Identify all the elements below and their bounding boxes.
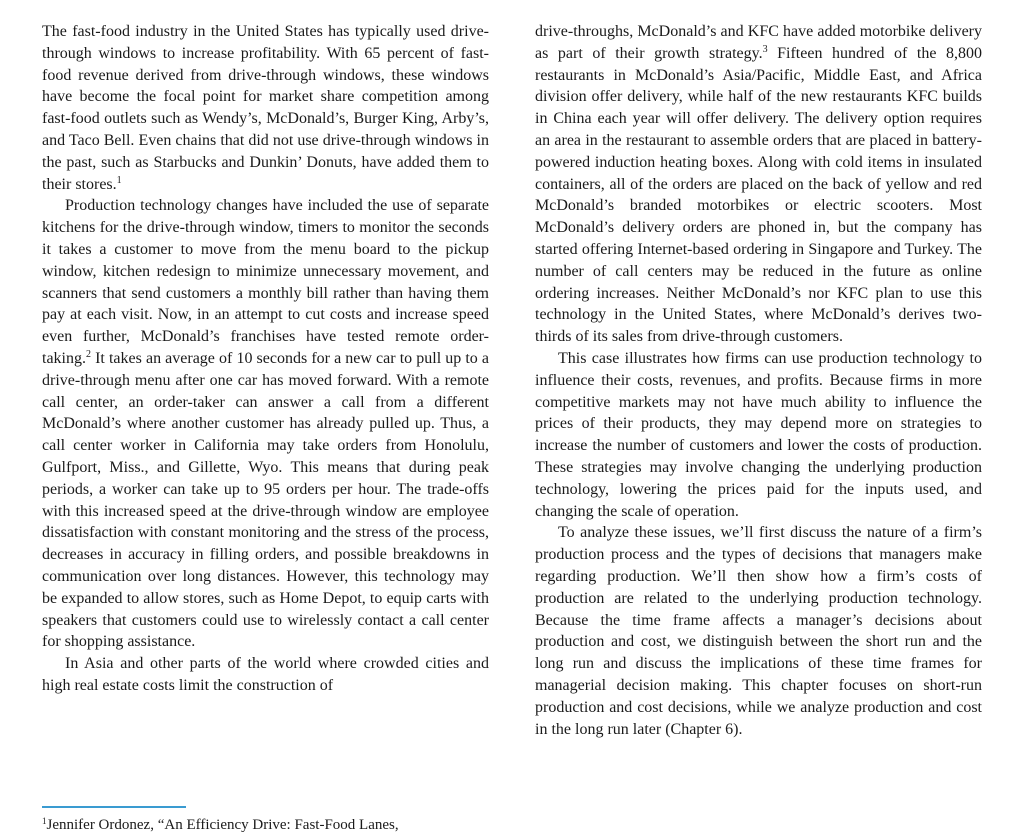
paragraph-asia: In Asia and other parts of the world where crowded cities and high real estate costs limit the construction of bbox=[42, 655, 489, 694]
paragraph-analyze: To analyze these issues, we’ll first discuss the nature of a firm’s production process and the types of decisions that managers make regarding production. We’ll then show how a firm’s costs of production are related to the underlying production technology. Because the time frame affects a manager’s decisions about production and cost, we distinguish between the short run and the long run and discuss the implications of these time frames for managerial decision making. This chapter focuses on short-run production and cost decisions, while we analyze production and cost in the long run later (Chapter 6). bbox=[535, 524, 982, 738]
footnote bbox=[42, 815, 489, 835]
right-column bbox=[535, 21, 982, 740]
paragraph-production-technology: Production technology changes have included the use of separate kitchens for the drive-through window, timers to monitor the seconds it takes a customer to move from the menu board to the pickup window, kitchen redesign to minimize unnecessary movement, and scanners that send customers a monthly bill rather than having them pay at each visit. Now, in an attempt to cut costs and increase speed even further, McDonald’s franchises have tested remote order-taking.$^2$ It takes an average of 10 seconds for a new car to pull up to a drive-through menu after one car has moved forward. With a remote call center, an order-taker can answer a call from a different McDonald’s where another customer has already pulled up. Thus, a call center worker in California may take orders from Honolulu, Gulfport, Miss., and Gillette, Wyo. This means that during peak periods, a worker can take up to 95 orders per hour. The trade-offs with this increased speed at the drive-through window are employee dissatisfaction with constant monitoring and the stress of the process, decreases in accuracy in filling orders, and possible breakdowns in communication over long distances. However, this technology may be expanded to allow stores, such as Home Depot, to equip carts with speakers that customers could use to wirelessly contact a call center for shopping assistance. bbox=[42, 197, 489, 651]
paragraph-intro: The fast-food industry in the United States has typically used drive-through windows to increase profitability. With 65 percent of fast-food revenue derived from drive-through windows, these windows have become the focal point for market share competition among fast-food outlets such as Wendy’s, McDonald’s, Burger King, Arby’s, and Taco Bell. Even chains that did not use drive-through windows in the past, such as Starbucks and Dunkin’ Donuts, have added them to their stores.$^1$ bbox=[42, 23, 489, 193]
paragraph-delivery: drive-throughs, McDonald’s and KFC have added motorbike delivery as part of their growth strategy.$^3$ Fifteen hundred of the 8,800 restaurants in McDonald’s Asia/Pacific, Middle East, and Africa division offer delivery, while half of the new restaurants KFC builds in China each year will offer delivery. The delivery option requires an area in the restaurant to assemble orders that are placed in battery-powered induction heating boxes. Along with cold items in insulated containers, all of the orders are placed on the back of yellow and red McDonald’s branded motorbikes or electric scooters. Most McDonald’s delivery orders are phoned in, but the company has started offering Internet-based ordering in Singapore and Turkey. The number of call centers may be reduced in the future as online ordering increases. Neither McDonald’s nor KFC plan to use this technology in the United States, where McDonald’s derives two-thirds of its sales from drive-through customers. bbox=[535, 23, 982, 346]
footnote-divider bbox=[42, 806, 186, 808]
left-column bbox=[42, 21, 489, 697]
footnote-text: Jennifer Ordonez, “An Efficiency Drive: Fast-Food Lanes, bbox=[46, 817, 399, 833]
paragraph-case-illustrates: This case illustrates how firms can use production technology to influence their costs, revenues, and profits. Because firms in more competitive markets may not have much ability to influence the prices of their products, they may depend more on strategies to increase the number of customers and lower the costs of production. These strategies may involve changing the underlying production technology, lowering the prices paid for the inputs used, and changing the scale of operation. bbox=[535, 349, 982, 520]
footnote-marker: 1 bbox=[42, 816, 47, 826]
footnote-ref-3[interactable]: 3 bbox=[762, 43, 768, 55]
footnote-ref-1[interactable]: 1 bbox=[116, 174, 122, 186]
footnote-ref-2[interactable]: 2 bbox=[86, 348, 91, 360]
